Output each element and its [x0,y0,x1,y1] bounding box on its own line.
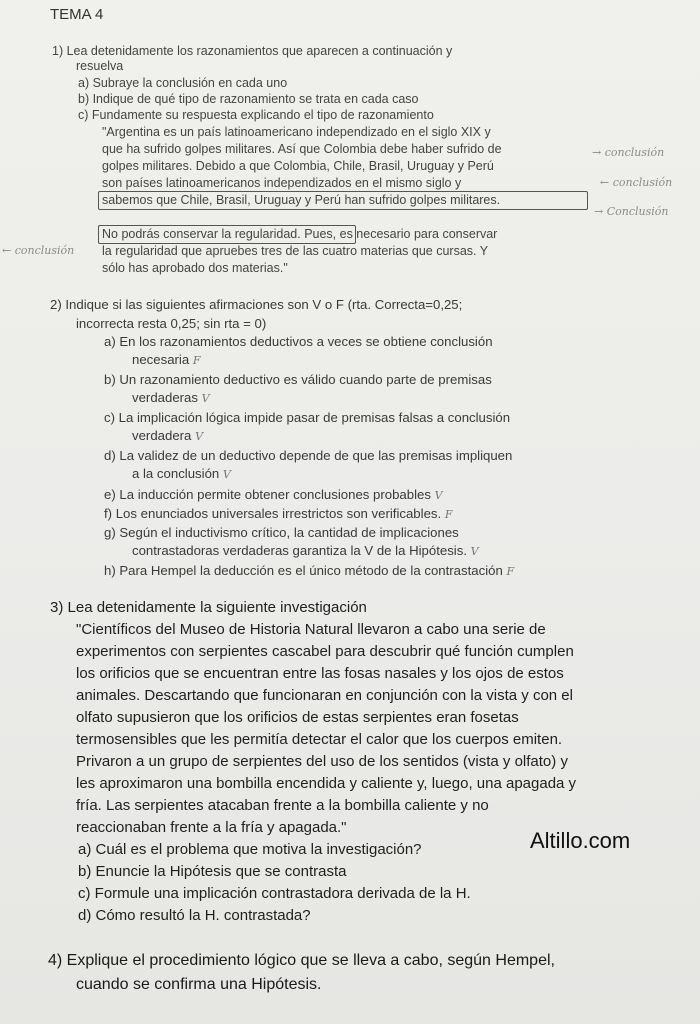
conclusion-box [98,191,588,210]
answer-mark-c: V [195,430,204,443]
q2-line-2: incorrecta resta 0,25; sin rta = 0) [76,316,267,331]
answer-mark-b: V [201,392,210,405]
q2-item-d-cont: a la conclusión V [132,466,231,481]
q3-passage-line-10: reaccionaban frente a la fría y apagada." [76,819,347,836]
q1-passage-line-1: "Argentina es un país latinoamericano independizado en el siglo XIX y [102,125,491,139]
q1-passage-line-4: son países latinoamericanos independizados en el mismo siglo y [102,176,462,190]
q4-line-1: 4) Explique el procedimiento lógico que se lleva a cabo, según Hempel, [48,952,555,969]
q3-item-c: c) Formule una implicación contrastadora derivada de la H. [78,885,471,902]
q2-line-1: 2) Indique si las siguientes afirmaciones son V o F (rta. Correcta=0,25; [50,297,463,312]
page-title: TEMA 4 [50,6,104,23]
q2-item-b: b) Un razonamiento deductivo es válido cuando parte de premisas [104,372,492,387]
q2-item-c-cont: verdadera V [132,428,204,443]
q1-item-c: c) Fundamente su respuesta explicando el tipo de razonamiento [78,108,434,122]
q2-item-d: d) La validez de un deductivo depende de que las premisas impliquen [104,448,513,463]
q1-passage-line-2: que ha sufrido golpes militares. Así que Colombia debe haber sufrido de [102,142,502,156]
q1-line-2: resuelva [76,59,124,73]
q1-item-b: b) Indique de qué tipo de razonamiento se trata en cada caso [78,92,419,106]
q2-item-e: e) La inducción permite obtener conclusiones probables V [104,487,443,502]
q3-passage-line-1: "Científicos del Museo de Historia Natural llevaron a cabo una serie de [76,621,546,638]
handwritten-note-3: → Conclusión [594,205,669,218]
conclusion-box-2 [98,225,356,244]
q1-passage-line-5: sabemos que Chile, Brasil, Uruguay y Perú han sufrido golpes militares. [102,193,501,207]
q3-passage-line-2: experimentos con serpientes cascabel para descubrir qué función cumplen [76,643,574,660]
answer-mark-f: F [444,508,453,521]
handwritten-note-2: ← conclusión [600,176,673,189]
q1-line-1: 1) Lea detenidamente los razonamientos que aparecen a continuación y [52,44,453,58]
watermark: Altillo.com [530,828,631,853]
answer-mark-a: F [192,354,201,367]
q2-item-a-cont: necesaria F [132,352,201,367]
q3-passage-line-4: animales. Descartando que funcionaran en conjunción con la vista y con el [76,687,573,704]
q3-item-b: b) Enuncie la Hipótesis que se contrasta [78,863,347,880]
q2-item-g-cont: contrastadoras verdaderas garantiza la V de la Hipótesis. V [132,543,479,558]
q4-line-2: cuando se confirma una Hipótesis. [76,976,322,993]
q3-item-d: d) Cómo resultó la H. contrastada? [78,907,311,924]
q2-item-b-cont: verdaderas V [132,390,210,405]
q1-passage-line-3: golpes militares. Debido a que Colombia, Chile, Brasil, Uruguay y Perú [102,159,494,173]
q1-passage-line-6: No podrás conservar la regularidad. Pues, es necesario para conservar [102,227,498,241]
q2-item-c: c) La implicación lógica impide pasar de premisas falsas a conclusión [104,410,511,425]
q2-item-g: g) Según el inductivismo crítico, la cantidad de implicaciones [104,525,459,540]
q1-passage-line-7: la regularidad que apruebes tres de las cuatro materias que cursas. Y [102,244,489,258]
answer-mark-e: V [434,489,443,502]
q3-passage-line-9: fría. Las serpientes atacaban frente a la bombilla caliente y no [76,797,489,814]
q3-item-a: a) Cuál es el problema que motiva la investigación? [78,841,422,858]
q3-passage-line-8: les aproximaron una bombilla encendida y caliente y, luego, una apagada y [76,775,577,792]
q3-passage-line-6: termosensibles que les permitía detectar el calor que los cuerpos emiten. [76,731,563,748]
q2-item-a: a) En los razonamientos deductivos a veces se obtiene conclusión [104,334,493,349]
q2-item-f: f) Los enunciados universales irrestrictos son verificables. F [104,506,453,521]
handwritten-note-1: → conclusión [592,146,665,159]
q3-passage-line-7: Privaron a un grupo de serpientes del uso de los sentidos (vista y olfato) y [76,753,568,770]
q3-passage-line-3: los orificios que se encuentran entre las fosas nasales y los ojos de estos [76,665,564,682]
answer-mark-h: F [506,565,515,578]
answer-mark-d: V [222,468,231,481]
q2-item-h: h) Para Hempel la deducción es el único método de la contrastación F [104,563,515,578]
q3-passage-line-5: olfato supusieron que los orificios de estas serpientes eran fosetas [76,709,519,726]
q1-passage-line-8: sólo has aprobado dos materias." [102,261,288,275]
q3-heading: 3) Lea detenidamente la siguiente investigación [50,599,367,616]
answer-mark-g: V [470,545,479,558]
handwritten-note-4: ← conclusión [2,244,75,257]
q1-item-a: a) Subraye la conclusión en cada uno [78,76,288,90]
